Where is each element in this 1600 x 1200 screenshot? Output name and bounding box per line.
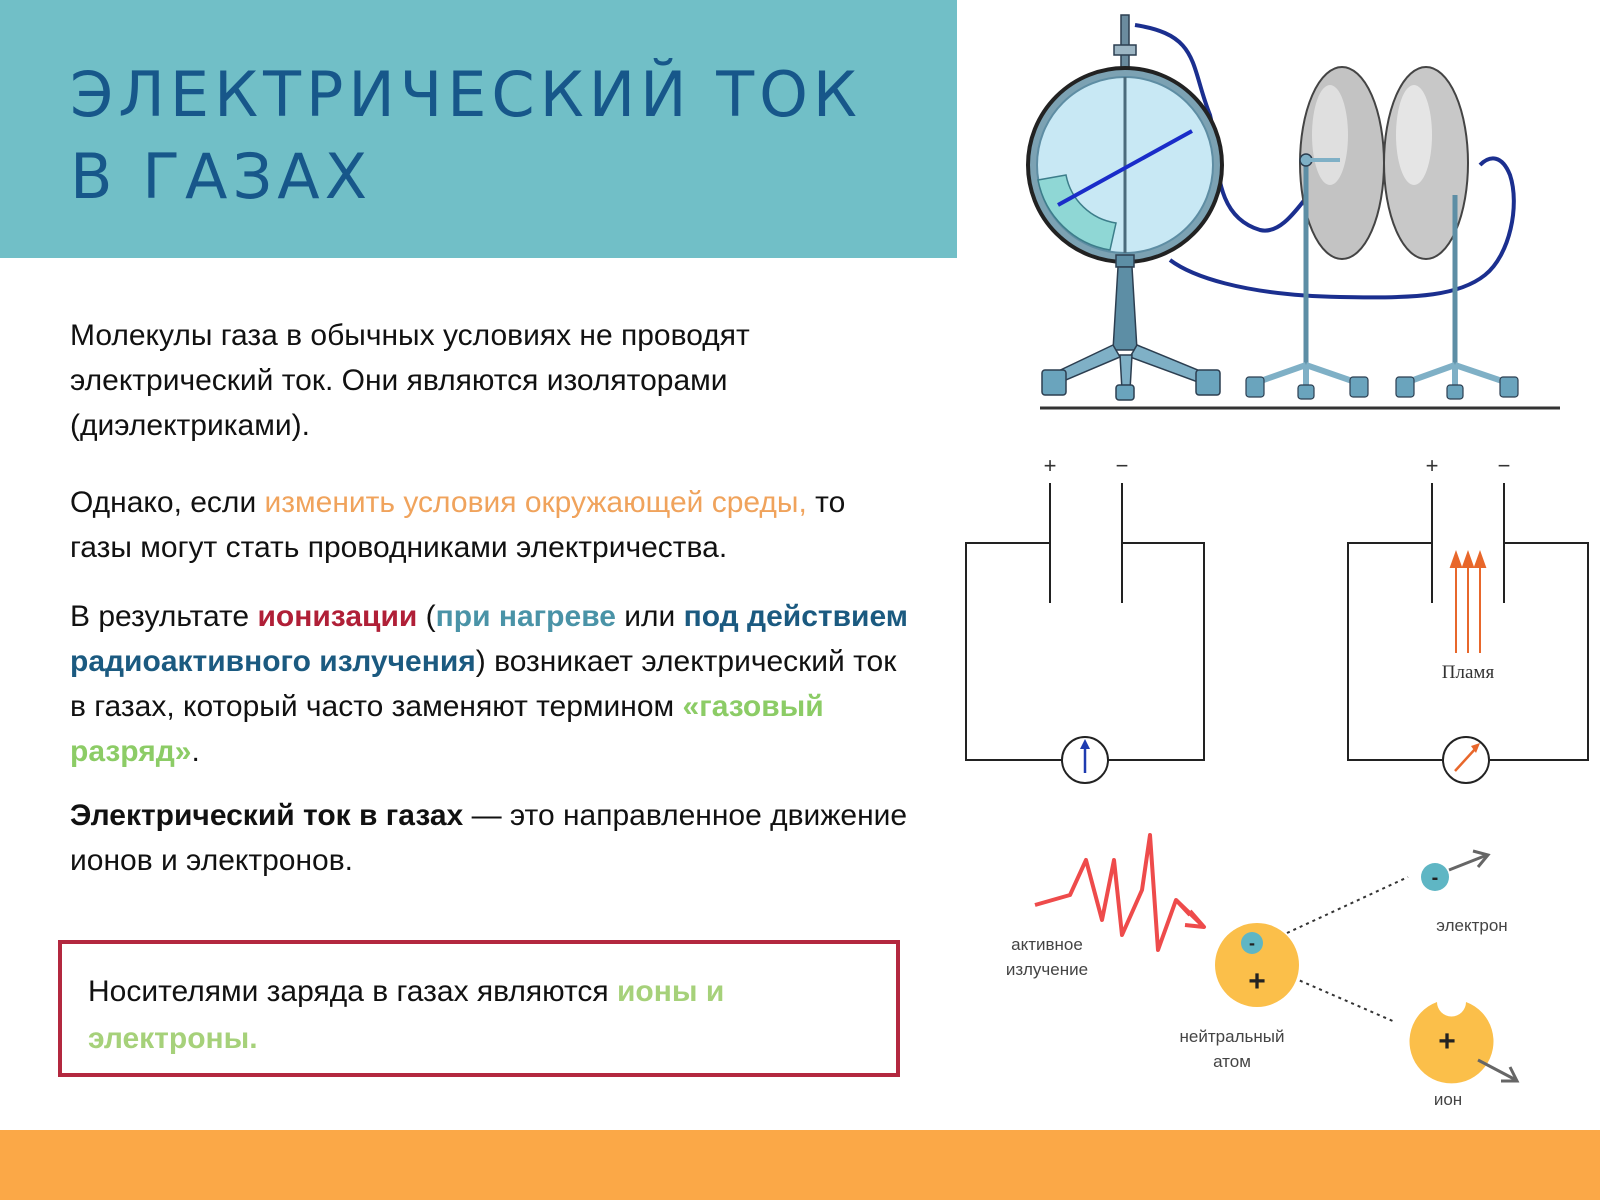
electron-label: электрон bbox=[1436, 916, 1508, 935]
flame-arrows-icon bbox=[1451, 553, 1485, 653]
circuit-diagram-cold bbox=[960, 455, 1220, 785]
callout-segment: Носителями заряда в газах являются bbox=[88, 975, 617, 1008]
callout-text bbox=[88, 968, 868, 1062]
minus-sign-label: − bbox=[1497, 453, 1511, 478]
plus-sign-label: + bbox=[1425, 453, 1439, 478]
circuit-diagram-flame bbox=[1340, 455, 1600, 785]
callout-highlight: ионы и электроны. bbox=[88, 975, 725, 1055]
ion-label: ион bbox=[1433, 1090, 1463, 1109]
radiation-label-line-2: излучение bbox=[1005, 960, 1089, 979]
electron-sign: - bbox=[1431, 867, 1439, 889]
definition-text: — это направленное движение ионов и электронов. bbox=[70, 799, 908, 877]
text-segment: В результате bbox=[70, 600, 258, 633]
callout-box bbox=[58, 940, 900, 1077]
title-band bbox=[0, 0, 957, 258]
paragraph-definition bbox=[70, 793, 910, 883]
highlight-heating: при нагреве bbox=[435, 600, 616, 633]
electroscope-illustration bbox=[1040, 5, 1580, 415]
highlight-ionization: ионизации bbox=[257, 600, 418, 633]
bottom-bar bbox=[0, 1130, 1600, 1200]
ion-plus-sign: + bbox=[1438, 1025, 1456, 1058]
definition-term: Электрический ток в газах bbox=[70, 799, 464, 832]
page-title-line-2: В ГАЗАХ bbox=[70, 140, 373, 213]
page-title-line-1: ЭЛЕКТРИЧЕСКИЙ ТОК bbox=[70, 58, 862, 131]
atom-label-line-1: нейтральный bbox=[1179, 1027, 1285, 1046]
text-segment: ) возникает электрический ток в газах, который часто заменяют термином bbox=[70, 645, 897, 723]
atom-plus-sign: + bbox=[1248, 965, 1266, 998]
highlight-radiation: под действием радиоактивного излучения bbox=[70, 600, 908, 678]
ionization-diagram bbox=[990, 825, 1550, 1115]
paragraph-insulators: Молекулы газа в обычных условиях не проводят электрический ток. Они являются изоляторами (диэлектриками). bbox=[70, 319, 750, 442]
atom-label-line-2: атом bbox=[1213, 1052, 1251, 1071]
text-segment: или bbox=[615, 600, 684, 633]
highlight-gas-discharge: «газовый разряд» bbox=[70, 690, 824, 768]
radiation-wave-icon bbox=[1035, 835, 1190, 950]
plus-sign-label: + bbox=[1043, 453, 1057, 478]
highlight-change-conditions: изменить условия окружающей среды, bbox=[264, 486, 807, 519]
paragraph-conditions bbox=[70, 480, 910, 570]
paragraph-ionization bbox=[70, 594, 910, 774]
atom-electron-sign: - bbox=[1249, 933, 1255, 953]
text-segment: Однако, если bbox=[70, 486, 265, 519]
radiation-label-line-1: активное bbox=[1011, 935, 1083, 954]
flame-label: Пламя bbox=[1441, 662, 1495, 683]
text-segment: . bbox=[191, 735, 200, 768]
minus-sign-label: − bbox=[1115, 453, 1129, 478]
text-segment: то газы могут стать проводниками электричества. bbox=[70, 486, 846, 564]
text-segment: ( bbox=[417, 600, 436, 633]
